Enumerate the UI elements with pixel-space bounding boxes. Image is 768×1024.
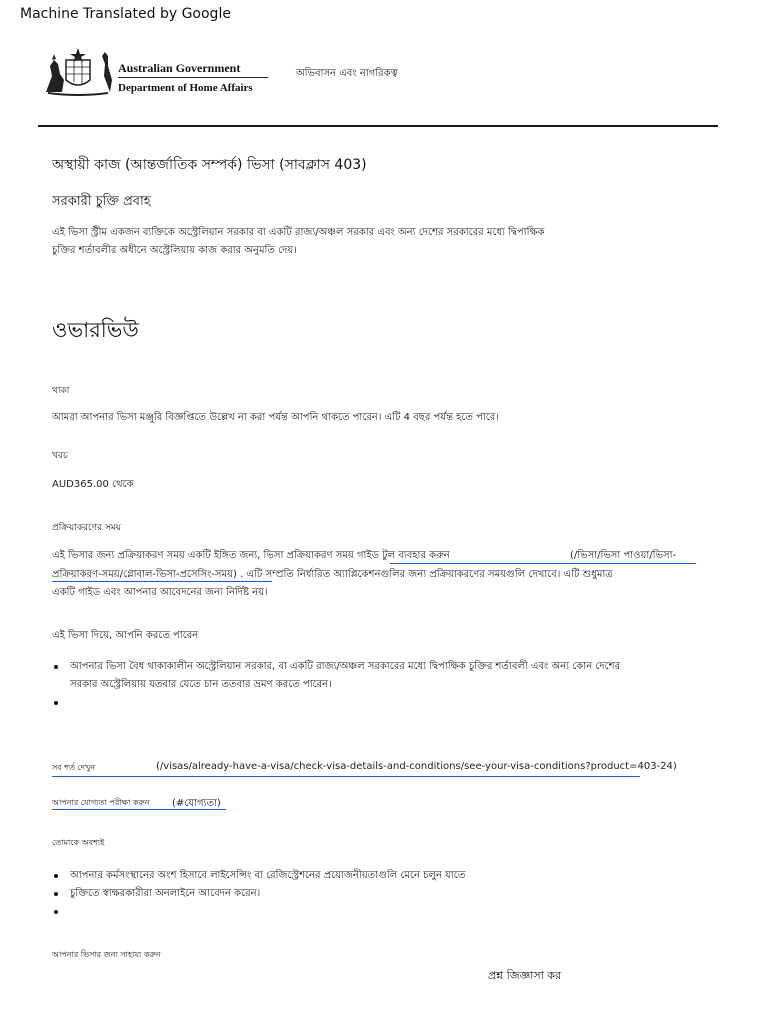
visa-help-label: আপনার ভিসার জন্য সাহায্য করুন xyxy=(52,950,161,959)
can-do-list xyxy=(52,658,722,712)
stay-label: থাকা xyxy=(52,386,70,396)
header-divider xyxy=(38,125,718,127)
list-item xyxy=(52,658,722,694)
can-do-label: এই ভিসা দিয়ে, আপনি করতে পারেন xyxy=(52,630,199,641)
link-underline xyxy=(52,776,640,777)
list-item xyxy=(52,694,722,712)
link-underline xyxy=(52,581,272,582)
list-item-text: সরকার অস্ট্রেলিয়ায় যতবার যেতে চান ততবার ভ্রমণ করতে পারেন। xyxy=(70,679,332,690)
processing-label: প্রক্রিয়াকরণের সময় xyxy=(52,523,122,533)
list-item: আপনার কর্মসংস্থানের অংশ হিসাবে লাইসেন্সিং বা রেজিস্ট্রেশনের প্রয়োজনীয়তাগুলি মেনে চলুন যাতে xyxy=(52,867,722,885)
list-item: চুক্তিতে স্বাক্ষরকারীরা অনলাইনে আবেদন করেন। xyxy=(52,885,722,903)
must-list xyxy=(52,867,722,921)
eligibility-url[interactable]: (#যোগ্যতা) xyxy=(172,798,221,809)
government-name: Australian Government xyxy=(118,61,241,75)
intro-paragraph xyxy=(52,224,672,260)
processing-text: এই ভিসার জন্য প্রক্রিয়াকরণ সময় একটি ইঙ্গিত জন্য, ভিসা প্রক্রিয়াকরণ সময় xyxy=(52,550,354,561)
header-subtitle: অভিবাসন এবং নাগরিকত্ব xyxy=(296,68,398,79)
processing-guide-url[interactable]: (/ভিসা/ভিসা পাওয়া/ভিসা- xyxy=(570,550,677,561)
processing-guide-link[interactable]: গাইড টুল ব্যবহার করুন xyxy=(356,550,450,561)
intro-line: চুক্তির শর্তাবলীর অধীনে অস্ট্রেলিয়ায় কাজ করার অনুমতি দেয়। xyxy=(52,245,297,256)
stay-text: আমরা আপনার ভিসা মঞ্জুরি বিজ্ঞপ্তিতে উল্লেখ না করা পর্যন্ত আপনি থাকতে পারেন। এটি 4 বছর পর্যন্ত হতে পারে। xyxy=(52,412,499,423)
department-name: Department of Home Affairs xyxy=(118,82,253,94)
list-item-text: আপনার ভিসা বৈধ থাকাকালীন অস্ট্রেলিয়ান সরকার, বা একটি রাজ্য/অঞ্চল সরকারের মধ্যে দ্বিপাক্ষিক চুক্তির শর্তাবলী এবং অন্য কোন দেশের xyxy=(70,661,621,672)
processing-guide-url[interactable]: প্রক্রিয়াকরণ-সময়/গ্লোবাল-ভিসা-প্রসেসিং-সময়) xyxy=(52,569,237,580)
processing-text: একটি গাইড এবং আপনার আবেদনের জন্য নির্দিষ্ট নয়। xyxy=(52,587,268,598)
overview-heading: ওভারভিউ xyxy=(52,318,139,342)
check-eligibility-link[interactable]: আপনার যোগ্যতা পরীক্ষা করুন xyxy=(52,798,150,807)
ask-question-link[interactable]: প্রশ্ন জিজ্ঞাসা কর xyxy=(488,969,562,982)
processing-text: . এটি সম্প্রতি নির্ধারিত অ্যাপ্লিকেশনগুলির জন্য প্রক্রিয়াকরণের সময়গুলি দেখাবে। এটি শুধুমাত্র xyxy=(240,569,613,580)
intro-line: এই ভিসা স্ট্রীম একজন ব্যক্তিকে অস্ট্রেলিয়ান সরকার বা একটি রাজ্য/অঞ্চল সরকার এবং অন্য দেশের সরকারের মধ্যে দ্বিপাক্ষিক xyxy=(52,227,545,238)
cost-text: AUD365.00 থেকে xyxy=(52,479,134,490)
header-name-divider xyxy=(118,77,268,78)
conditions-url[interactable]: (/visas/already-have-a-visa/check-visa-details-and-conditions/see-your-visa-conditions?product=403-24) xyxy=(156,761,677,772)
link-underline xyxy=(52,809,226,810)
link-underline xyxy=(390,563,696,564)
coat-of-arms-icon xyxy=(42,46,114,96)
list-item xyxy=(52,903,722,921)
cost-label: খরচ xyxy=(52,451,68,461)
stream-title: সরকারী চুক্তি প্রবাহ xyxy=(52,194,151,209)
must-label: তোমাকে অবশ্যই xyxy=(52,838,105,847)
machine-translated-note: Machine Translated by Google xyxy=(20,6,231,22)
see-all-conditions-link[interactable]: সব শর্ত দেখুন xyxy=(52,763,96,772)
page-title: অস্থায়ী কাজ (আন্তর্জাতিক সম্পর্ক) ভিসা (সাবক্লাস 403) xyxy=(52,157,367,173)
